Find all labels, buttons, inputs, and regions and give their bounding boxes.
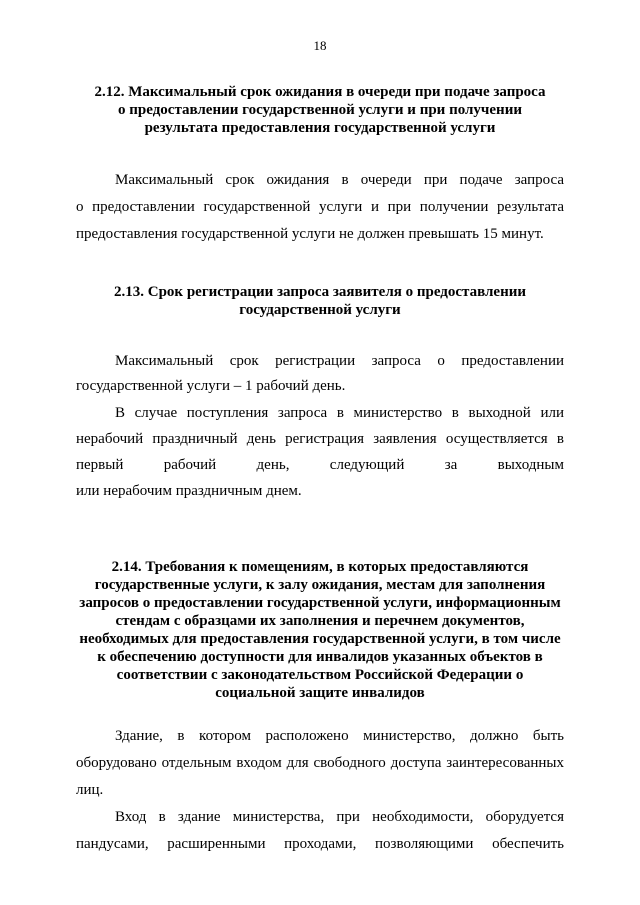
paragraph-line: государственной услуги – 1 рабочий день.	[76, 378, 346, 394]
paragraph-line: лиц.	[76, 782, 104, 798]
heading-line: о предоставлении государственной услуги и при получении	[118, 102, 522, 118]
paragraph-line: о предоставлении государственной услуги и при получении результата	[76, 199, 564, 215]
paragraph-line: Максимальный срок регистрации запроса о предоставлении	[115, 353, 564, 369]
heading-line: запросов о предоставлении государственной услуги, информационным	[79, 595, 561, 611]
paragraph-line: оборудовано отдельным входом для свободного доступа заинтересованных	[76, 755, 564, 771]
paragraph-line: нерабочий праздничный день регистрация заявления осуществляется в	[76, 431, 564, 447]
paragraph-line: первый рабочий день, следующий за выходным	[76, 457, 564, 473]
heading-line: 2.14. Требования к помещениям, в которых предоставляются	[111, 559, 529, 575]
section-2-13-heading	[70, 283, 570, 319]
heading-line: стендам с образцами их заполнения и перечнем документов,	[115, 613, 525, 629]
paragraph-line: В случае поступления запроса в министерство в выходной или	[115, 405, 564, 421]
heading-line: результата предоставления государственной услуги	[144, 120, 496, 136]
paragraph-line: или нерабочим праздничным днем.	[76, 483, 302, 499]
paragraph-line: Вход в здание министерства, при необходимости, оборудуется	[115, 809, 564, 825]
paragraph-line: предоставления государственной услуги не должен превышать 15 минут.	[76, 226, 544, 242]
heading-line: государственной услуги	[239, 302, 401, 318]
paragraph-line: пандусами, расширенными проходами, позволяющими обеспечить	[76, 836, 564, 852]
heading-line: необходимых для предоставления государственной услуги, в том числе	[79, 631, 561, 647]
paragraph-line: Максимальный срок ожидания в очереди при подаче запроса	[115, 172, 564, 188]
heading-line: соответствии с законодательством Российской Федерации о	[116, 667, 524, 683]
paragraph-line: Здание, в котором расположено министерство, должно быть	[115, 728, 564, 744]
section-2-14-heading	[70, 558, 570, 702]
section-2-12-heading	[70, 83, 570, 137]
heading-line: 2.12. Максимальный срок ожидания в очереди при подаче запроса	[94, 84, 546, 100]
page-number: 18	[313, 38, 327, 53]
heading-line: 2.13. Срок регистрации запроса заявителя о предоставлении	[114, 284, 526, 300]
heading-line: государственные услуги, к залу ожидания, местам для заполнения	[94, 577, 546, 593]
heading-line: социальной защите инвалидов	[215, 685, 425, 701]
heading-line: к обеспечению доступности для инвалидов указанных объектов в	[97, 649, 543, 665]
